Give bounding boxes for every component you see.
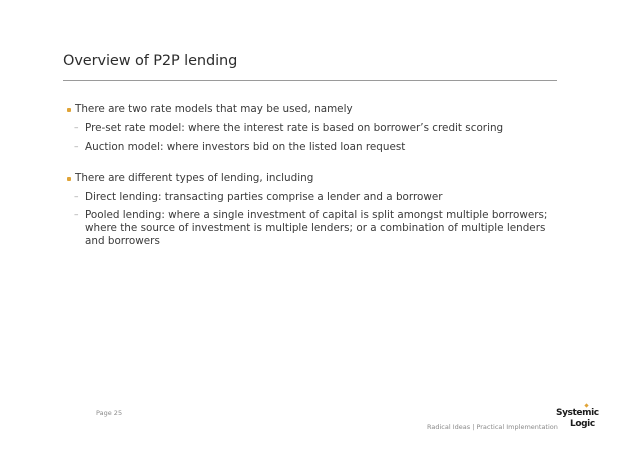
title-divider: [63, 80, 557, 81]
bullet-heading-text: There are different types of lending, including: [75, 172, 314, 184]
bullet-group: [67, 103, 557, 154]
slide-title: Overview of P2P lending: [63, 53, 238, 69]
sub-bullet: [67, 209, 557, 248]
sub-bullet: [67, 141, 557, 154]
logo-accent-icon: [584, 403, 588, 407]
systemic-logic-logo: [556, 408, 599, 434]
bullet-square-icon: [67, 177, 71, 181]
sub-bullet: [67, 191, 557, 204]
logo-line2: Logic: [570, 419, 595, 429]
sub-bullet-text: Direct lending: transacting parties comprise a lender and a borrower: [85, 191, 443, 203]
sub-bullet: [67, 122, 557, 135]
bullet-group: [67, 172, 557, 248]
page-number: Page 25: [96, 409, 123, 417]
dash-icon: –: [74, 192, 79, 202]
logo-line1: Systemic: [556, 408, 599, 418]
sub-bullet-text: Pre-set rate model: where the interest rate is based on borrower’s credit scoring: [85, 122, 504, 134]
footer-tagline: Radical Ideas | Practical Implementation: [427, 423, 558, 431]
bullet-heading-text: There are two rate models that may be used, namely: [75, 103, 353, 115]
sub-bullet-text: Auction model: where investors bid on the listed loan request: [85, 141, 406, 153]
bullet-heading: [67, 172, 557, 185]
dash-icon: –: [74, 210, 79, 220]
slide-body: [67, 103, 557, 248]
sub-bullet-text: Pooled lending: where a single investment of capital is split amongst multiple borrowers; where the source of investment is multiple lenders; or a combination of multiple lenders and borrowers: [85, 209, 548, 247]
bullet-square-icon: [67, 108, 71, 112]
dash-icon: –: [74, 123, 79, 133]
dash-icon: –: [74, 142, 79, 152]
bullet-heading: [67, 103, 557, 116]
